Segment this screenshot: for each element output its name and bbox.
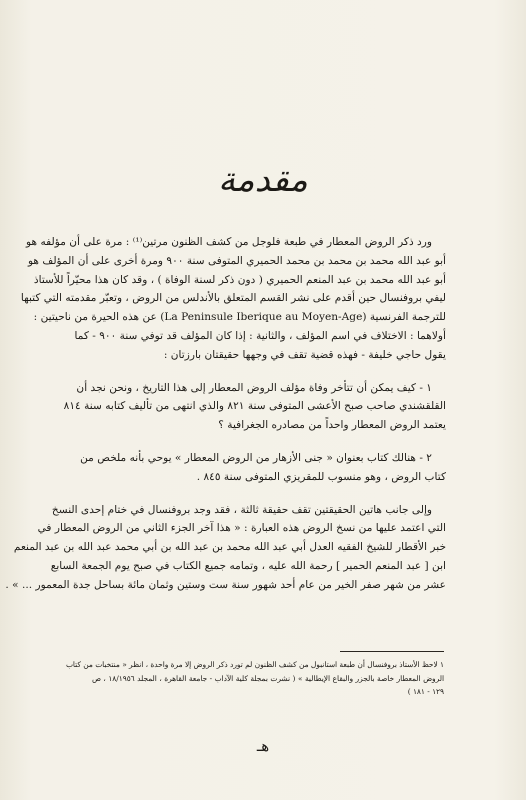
page-title: مقدمة (218, 160, 308, 200)
text-line: أبو عبد الله محمد بن محمد بن محمد الحميري المتوفى سنة ٩٠٠ ومرة أخرى على أن المؤلف هو (27, 254, 446, 267)
text-line: يعتمد الروض المعطار واحداً من مصادره الجغرافية ؟ (218, 419, 446, 432)
text-line: ليفي بروفنسال حين أقدم على نشر القسم المتعلق بالأندلس من الروض ، وتعبّر مقدمته التي كتبها (20, 292, 446, 305)
footnote-divider (340, 651, 444, 652)
text-line: التي اعتمد عليها من نسخ الروض هذه العبارة : « هذا آخر الجزء الثاني من الروض المعطار في (37, 522, 446, 535)
text-line: للترجمة الفرنسية (La Peninsule Iberique au Moyen-Age) عن هذه الحيرة من ناحيتين : (33, 311, 446, 324)
text-line: القلقشندي صاحب صبح الأعشى المتوفى سنة ٨٢١ والذي انتهى من تأليف كتابه سنة ٨١٤ (63, 400, 446, 413)
paragraph-intro (20, 233, 446, 365)
text-line: وإلى جانب هاتين الحقيقتين تقف حقيقة ثالثة ، فقد وجد بروفنسال في ختام إحدى النسخ (51, 503, 432, 516)
text-line: يقول حاجي خليفة - فهذه قضية تقف في وجهها حقيقتان بارزتان : (163, 348, 446, 361)
footnote (65, 658, 444, 699)
footnote-line: الروض المعطار خاصة بالجزر والبقاع الإيطالية » ( نشرت بمجلة كلية الآداب - جامعة القاهرة ، المجلد ١٨/١٩٥٦ ، ص (92, 673, 444, 683)
text-line: ابن [ عبد المنعم الحمير ] رحمة الله عليه ، وتمامه جميع الكتاب في صبح يوم الجمعة السابع (50, 559, 446, 572)
text-line: ورد ذكر الروض المعطار في طبعة فلوجل من كشف الظنون مرتين⁽¹⁾ : مرة على أن مؤلفه هو (26, 236, 432, 248)
text-line: أولاهما : الاختلاف في اسم المؤلف ، والثانية : إذا كان المؤلف قد توفي سنة ٩٠٠ - كما (74, 329, 446, 342)
page-number: هـ (256, 737, 270, 755)
text-line: كتاب الروض ، وهو منسوب للمقريزي المتوفى سنة ٨٤٥ . (196, 470, 446, 483)
paragraph-point-2 (80, 449, 446, 487)
text-line: ٢ - هنالك كتاب بعنوان « جنى الأزهار من الروض المعطار » يوحي بأنه ملخص من (80, 451, 432, 464)
text-line: خبر الأقطار للشيخ الفقيه العدل أبي عبد الله محمد بن عبد الله بن أبي محمد عبد الله بن عبد المنعم (13, 541, 446, 554)
text-line: عشر من شهر صفر الخير من عام أحد شهور سنة ست وستين وثمان مائة بساحل جدة المعمور ... » . (5, 578, 446, 591)
paragraph-point-1 (63, 379, 446, 435)
footnote-line: ١ لاحظ الأستاذ بروفنسال أن طبعة استانبول من كشف الظنون لم تورد ذكر الروض إلا مرة واحدة ، انظر « منتخبات من كتاب (65, 660, 444, 669)
main-text (5, 233, 446, 595)
footnote-line: ١٢٩ - ١٨١ ) (407, 687, 444, 697)
text-line: أبو عبد الله محمد بن عبد المنعم الحميري ( دون ذكر لسنة الوفاة ) ، وقد كان هذا محيّراً للأستاذ (33, 273, 446, 286)
paragraph-third-fact (5, 501, 446, 595)
text-line: ١ - كيف يمكن أن تتأخر وفاة مؤلف الروض المعطار إلى هذا التاريخ ، ونحن نجد أن (76, 381, 432, 394)
